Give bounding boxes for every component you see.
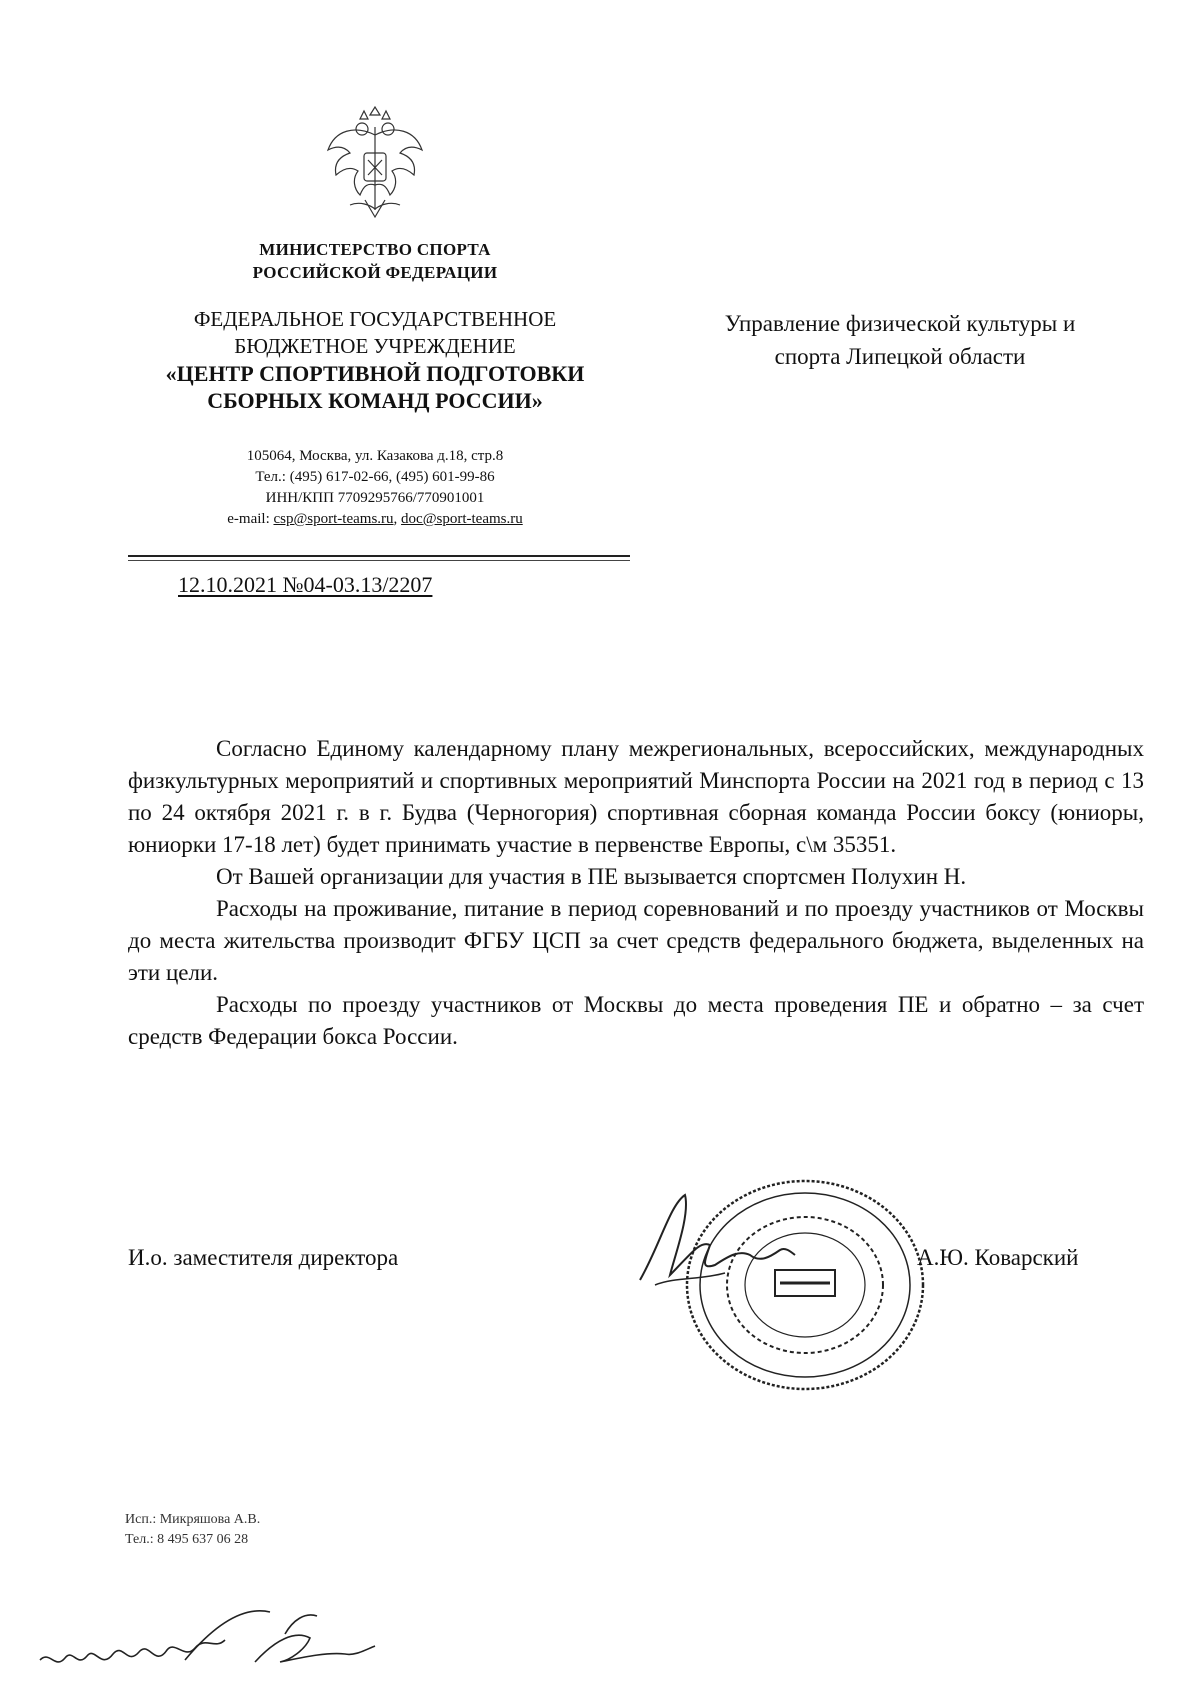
- signatory-name: А.Ю. Коварский: [917, 1245, 1079, 1270]
- org-line-4: СБОРНЫХ КОМАНД РОССИИ»: [207, 388, 543, 413]
- email-link-2[interactable]: doc@sport-teams.ru: [401, 511, 523, 527]
- email-label: e-mail:: [227, 511, 274, 527]
- handwritten-notes: [35, 1590, 395, 1690]
- addressee: [670, 307, 1130, 373]
- state-emblem-icon: [320, 105, 430, 225]
- body-paragraph-4: Расходы по проезду участников от Москвы до места проведения ПЕ и обратно – за счет средств Федерации бокса России.: [128, 992, 1144, 1049]
- org-address: 105064, Москва, ул. Казакова д.18, стр.8: [246, 448, 504, 464]
- header-rule-thin: [128, 560, 630, 561]
- org-line-2: БЮДЖЕТНОЕ УЧРЕЖДЕНИЕ: [234, 334, 516, 358]
- org-contacts: [150, 446, 600, 530]
- ministry-line-1: МИНИСТЕРСТВО СПОРТА: [259, 240, 491, 259]
- executor-name: Исп.: Микряшова А.В.: [125, 1512, 261, 1527]
- executor-info: [125, 1510, 260, 1550]
- body-paragraph-3: Расходы на проживание, питание в период соревнований и по проезду участников от Москвы до места жительства производит ФГБУ ЦСП за счет средств федерального бюджета, выделенных на эти цели.: [128, 896, 1144, 985]
- body-paragraph-2: От Вашей организации для участия в ПЕ вызывается спортсмен Полухин Н.: [216, 864, 967, 889]
- letter-body: [128, 733, 1144, 1053]
- body-paragraph-1: Согласно Единому календарному плану межрегиональных, всероссийских, международных физкультурных мероприятий и спортивных мероприятий Минспорта России на 2021 год в период с 13 по 24 октября 2021 г. в г. Будва (Черногория) спортивная сборная команда России боксу (юниоры, юниорки 17-18 лет) будет принимать участие в первенстве Европы, с\м 35351.: [128, 736, 1144, 857]
- email-separator: ,: [393, 511, 402, 527]
- signatory-title: И.о. заместителя директора: [128, 1245, 399, 1270]
- ministry-line-2: РОССИЙСКОЙ ФЕДЕРАЦИИ: [252, 263, 498, 282]
- handwritten-signature: [630, 1185, 810, 1305]
- org-line-1: ФЕДЕРАЛЬНОЕ ГОСУДАРСТВЕННОЕ: [193, 307, 557, 331]
- org-line-3: «ЦЕНТР СПОРТИВНОЙ ПОДГОТОВКИ: [165, 361, 585, 386]
- header-rule: [128, 555, 630, 557]
- organization-name: [130, 306, 620, 414]
- ministry-name: [200, 238, 550, 284]
- addressee-line-2: спорта Липецкой области: [774, 344, 1026, 369]
- document-number: 12.10.2021 №04-03.13/2207: [178, 572, 433, 597]
- addressee-line-1: Управление физической культуры и: [724, 311, 1076, 336]
- org-email: [150, 509, 600, 530]
- executor-phone: Тел.: 8 495 637 06 28: [125, 1532, 249, 1547]
- org-phone: Тел.: (495) 617-02-66, (495) 601-99-86: [255, 469, 495, 485]
- org-inn: ИНН/КПП 7709295766/770901001: [265, 490, 485, 506]
- email-link-1[interactable]: csp@sport-teams.ru: [273, 511, 394, 527]
